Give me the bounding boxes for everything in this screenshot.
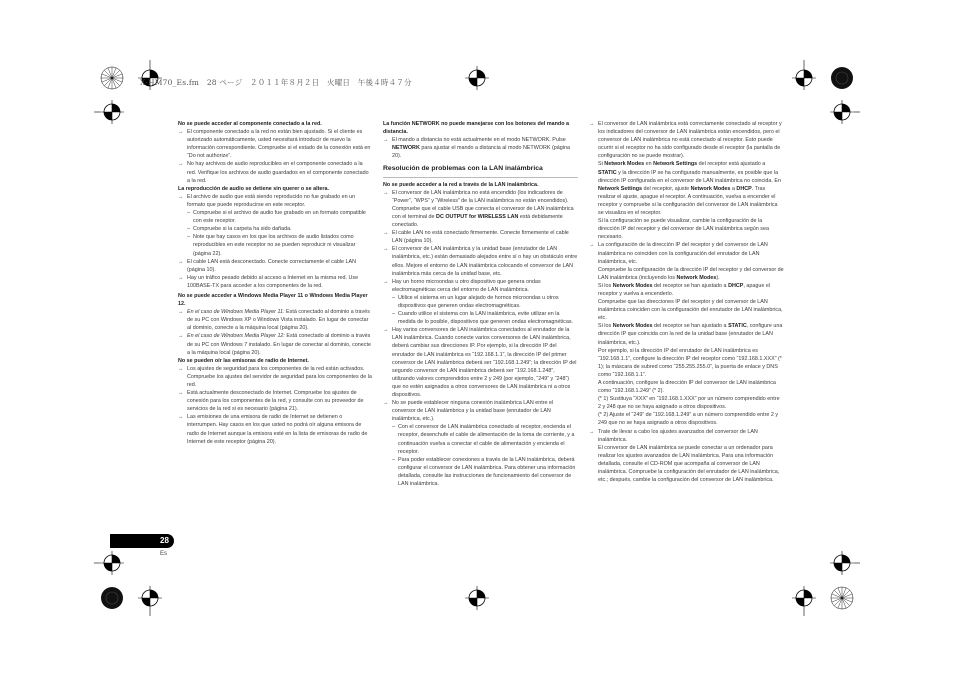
- arrow-icon: →: [383, 246, 389, 253]
- problem-heading: La reproducción de audio se detiene sin querer o se altera.: [178, 185, 329, 192]
- language-label: Es: [160, 551, 168, 557]
- arrow-icon: →: [178, 258, 184, 265]
- arrow-icon: →: [178, 161, 184, 168]
- arrow-icon: →: [178, 365, 184, 372]
- list-item: → El componente conectado a la red no están bien ajustado. Si el cliente es autorizado automáticamente, usted necesitará introducir de nuevo la información correspondiente. Compruebe si el estado de la conexión está en “Do not authorize”.: [178, 129, 371, 160]
- problem-heading: No se puede acceder a Windows Media Player 11 o Windows Media Player 12.: [178, 292, 368, 308]
- sub-item: – Compruebe si el archivo de audio fue grabado en un formato compatible con este receptor.: [187, 210, 366, 225]
- problem-heading: No se puede acceder a la red a través de la LAN inalámbrica.: [383, 181, 539, 188]
- paragraph: Compruebe la configuración de la dirección IP del receptor y del conversor de LAN inalámbrica (incluyendo los Network Modes).: [598, 266, 784, 281]
- list-item: → El mando a distancia no está actualmente en el modo NETWORK. Pulse NETWORK para ajustar el mando a distancia al modo NETWORK (página 20).: [383, 137, 570, 160]
- list-item: → En el caso de Windows Media Player 11: Está conectado al dominio a través de su PC con Windows XP o Windows Vista instalado. En lugar de conectar al dominio, conecte a la máquina local (página 20).: [178, 309, 370, 332]
- sub-item: – Con el conversor de LAN inalámbrica conectado al receptor, encienda el receptor, desenchufe el cable de alimentación de la toma de corriente, y a continuación vuelva a conectar el cable de alimentación y encienda el receptor.: [392, 424, 575, 455]
- problem-heading: La función NETWORK no puede manejarse con los botones del mando a distancia.: [383, 121, 569, 136]
- arrow-icon: →: [383, 278, 389, 285]
- list-item: → No se puede establecer ninguna conexión inalámbrica LAN entre el conversor de LAN inalámbrica y la unidad base (enrutador de LAN inalámbrica, etc.).: [383, 400, 554, 423]
- paragraph: A continuación, configure la dirección IP del conversor de LAN inalámbrica como “192.168.1.249” (* 2).: [598, 380, 776, 395]
- sub-item: – Cuando utilice el sistema con la LAN inalámbrica, evite utilizar en la medida de lo posible, dispositivos que generen ondas electromagnéticas.: [392, 311, 574, 326]
- list-item: → Está actualmente desconectado de Internet. Compruebe los ajustes de conexión para los componentes de la red, y consulte con su proveedor de servicios de la red si es necesario (página 21).: [178, 390, 364, 413]
- arrow-icon: →: [178, 309, 184, 316]
- column-3: [589, 120, 784, 484]
- paragraph: Por ejemplo, si la dirección IP del enrutador de LAN inalámbrica es “192.168.1.1”, configure la dirección IP del receptor como “192.168.1.XXX” (* 1); la máscara de subred como “255.255.255.0”, la puerta de enlace y DNS como “192.168.1.1”.: [598, 347, 782, 378]
- list-item: → Trate de llevar a cabo los ajustes avanzados del conversor de LAN inalámbrica.: [589, 428, 758, 443]
- paragraph: Si Network Modes en Network Settings del receptor está ajustado a STATIC y la dirección IP se ha configurado manualmente, es posible que la dirección IP configurada en el conversor de LAN inalámbrica no coincida. En Network Settings del receptor, ajuste Network Modes a DHCP. Tras realizar el ajuste, apague el receptor. A continuación, vuelva a encender el receptor y compruebe si la configuración del conversor de LAN inalámbrica se visualiza en el receptor.: [598, 161, 781, 217]
- paragraph: Si la configuración se puede visualizar, cambie la configuración de la dirección IP del receptor y del conversor de LAN inalámbrica según sea necesario.: [598, 218, 769, 241]
- paragraph: El conversor de LAN inalámbrica se puede conectar a un ordenador para realizar los ajustes avanzados de LAN inalámbrica. Para una información detallada, consulte el CD-ROM que acompaña al conversor de LAN inalámbrica. Compruebe la configuración del enrutador de LAN inalámbrica, etc.; después, cambie la configuración del conversor de LAN inalámbrica.: [598, 444, 780, 484]
- arrow-icon: →: [178, 129, 184, 136]
- arrow-icon: →: [589, 121, 595, 127]
- list-item: → Los ajustes de seguridad para los componentes de la red están activados. Compruebe los ajustes del servidor de seguridad para los componentes de la red.: [178, 365, 372, 388]
- paragraph: (* 1) Sustituya “XXX” en “192.168.1.XXX” por un número comprendido entre 2 y 248 que no se haya asignado a otros dispositivos.: [598, 396, 780, 411]
- list-item: → La configuración de la dirección IP del receptor y del conversor de LAN inalámbrica no coinciden con la configuración del enrutador de LAN inalámbrica, etc.: [589, 242, 768, 265]
- list-item: → No hay archivos de audio reproducibles en el componente conectado a la red. Verifique los archivos de audio guardados en el componente conectado a la red.: [178, 161, 369, 184]
- sub-item: – Compruebe si la carpeta ha sido dañada.: [187, 226, 292, 233]
- list-item: → El archivo de audio que está siendo reproducido no fue grabado en un formato que puede reproducirse en este receptor.: [178, 193, 356, 208]
- arrow-icon: →: [383, 137, 389, 144]
- list-item: → El cable LAN no está conectado firmemente. Conecte firmemente el cable LAN (página 10).: [383, 230, 569, 245]
- arrow-icon: →: [383, 189, 389, 196]
- arrow-icon: →: [178, 193, 184, 200]
- arrow-icon: →: [178, 390, 184, 397]
- list-item: → El conversor de LAN inalámbrica no está encendido (los indicadores de “Power”, “WPS” y “Wireless” de la LAN inalámbrica no están encendidos). Compruebe que el cable USB que conecta el conversor de LAN inalámbrica con el terminal de DC OUTPUT for WIRELESS LAN está debidamente conectado.: [383, 189, 574, 229]
- sub-item: – Para poder establecer conexiones a través de la LAN inalámbrica, deberá configurar el conversor de LAN inalámbrica. Para obtener una información detallada, consulte las instrucciones de funcionamiento del conversor de LAN inalámbrica.: [392, 456, 576, 488]
- paragraph: Si los Network Modes del receptor se han ajustado a DHCP, apague el receptor y vuelva a encenderlo.: [598, 282, 771, 297]
- paragraph: (* 2) Ajuste el “249” de “192.168.1.249” a un número comprendido entre 2 y 249 que no se haya asignado a otros dispositivos.: [598, 412, 779, 427]
- file-header: X-HM70_Es.fm 28 ページ ２０１１年８月２日 火曜日 午後４時４７分: [140, 78, 412, 87]
- list-item: → Hay varios conversores de LAN inalámbrica conectados al enrutador de la LAN inalámbrica. Cuando conecte varios conversores de LAN inalámbrica, deberá cambiar sus direcciones IP. Por ejemplo, si la dirección IP del enrutador de LAN inalámbrica es “192.168.1.1”, la dirección IP del primer conversor de LAN inalámbrica deberá ser “192.168.1.249”; la dirección IP del segundo conversor de LAN inalámbrica deberá ser “192.168.1.248”, utilizando valores comprendidos entre 2 y 249 (por ejemplo, “249” y “248”) que no estén asignados a otros conversores de LAN inalámbrica ni a otros dispositivos.: [383, 327, 577, 398]
- list-item: → Hay un tráfico pesado debido al acceso a Internet en la misma red. Use 100BASE-TX para acceder a los componentes de la red.: [178, 274, 359, 289]
- arrow-icon: →: [178, 414, 184, 421]
- arrow-icon: →: [383, 400, 389, 407]
- arrow-icon: →: [178, 333, 184, 340]
- list-item: → En el caso de Windows Media Player 12: Está conectado al dominio a través de su PC con Windows 7 instalado. En lugar de conectar al dominio, conecte a la máquina local (página 20).: [178, 333, 371, 356]
- section-title: Resolución de problemas con la LAN inalámbrica: [383, 165, 578, 177]
- problem-heading: No se puede acceder al componente conectado a la red.: [178, 121, 322, 127]
- problem-heading: No se pueden oír las emisoras de radio de Internet.: [178, 357, 309, 364]
- paragraph: Si los Network Modes del receptor se han ajustado a STATIC, configure una dirección IP que coincida con la red de la unidad base (enrutador de LAN inalámbrica, etc.).: [598, 323, 783, 346]
- column-1: [178, 120, 372, 446]
- list-item: → El conversor de LAN inalámbrica está correctamente conectado al receptor y los indicadores del conversor de LAN inalámbrica están encendidos, pero el conversor de LAN inalámbrica no está conectado al receptor. Esto puede ocurrir si el receptor no ha sido configurado desde el receptor (la pantalla de configuración no se puede mostrar).: [589, 121, 782, 160]
- arrow-icon: →: [589, 428, 595, 435]
- list-item: → El conversor de LAN inalámbrica y la unidad base (enrutador de LAN inalámbrica, etc.) están demasiado alejados entre sí o hay un obstáculo entre ellos. Mejore el entorno de LAN inalámbrica colocando el conversor de LAN inalámbrica más cerca de la unidad base, etc.: [383, 246, 578, 277]
- list-item: → Hay un horno microondas u otro dispositivo que genera ondas electromagnéticas cerca del entorno de LAN inalámbrica.: [383, 278, 541, 293]
- arrow-icon: →: [178, 274, 184, 281]
- arrow-icon: →: [589, 242, 595, 249]
- list-item: → El cable LAN está desconectado. Conecte correctamente el cable LAN (página 10).: [178, 258, 357, 273]
- paragraph: Compruebe que las direcciones IP del receptor y del conversor de LAN inalámbrica coinciden con la configuración del enrutador de LAN inalámbrica, etc.: [598, 299, 783, 322]
- sub-item: – Note que hay casos en los que los archivos de audio listados como reproducibles en este receptor no se pueden reproducir ni visualizar (página 22).: [187, 234, 356, 257]
- arrow-icon: →: [383, 327, 389, 334]
- column-2: [383, 120, 578, 488]
- arrow-icon: →: [383, 230, 389, 237]
- list-item: → Las emisiones de una emisora de radio de Internet se detienen o interrumpen. Hay casos en los que usted no podrá oír alguna emisora de radio de Internet aunque la emisora esté en la lista de emisoras de radio de Internet de este receptor (página 20).: [178, 414, 368, 445]
- sub-item: – Utilice el sistema en un lugar alejado de hornos microondas u otros dispositivos que generen ondas electromagnéticas.: [392, 294, 559, 309]
- page-number: 28: [160, 536, 169, 545]
